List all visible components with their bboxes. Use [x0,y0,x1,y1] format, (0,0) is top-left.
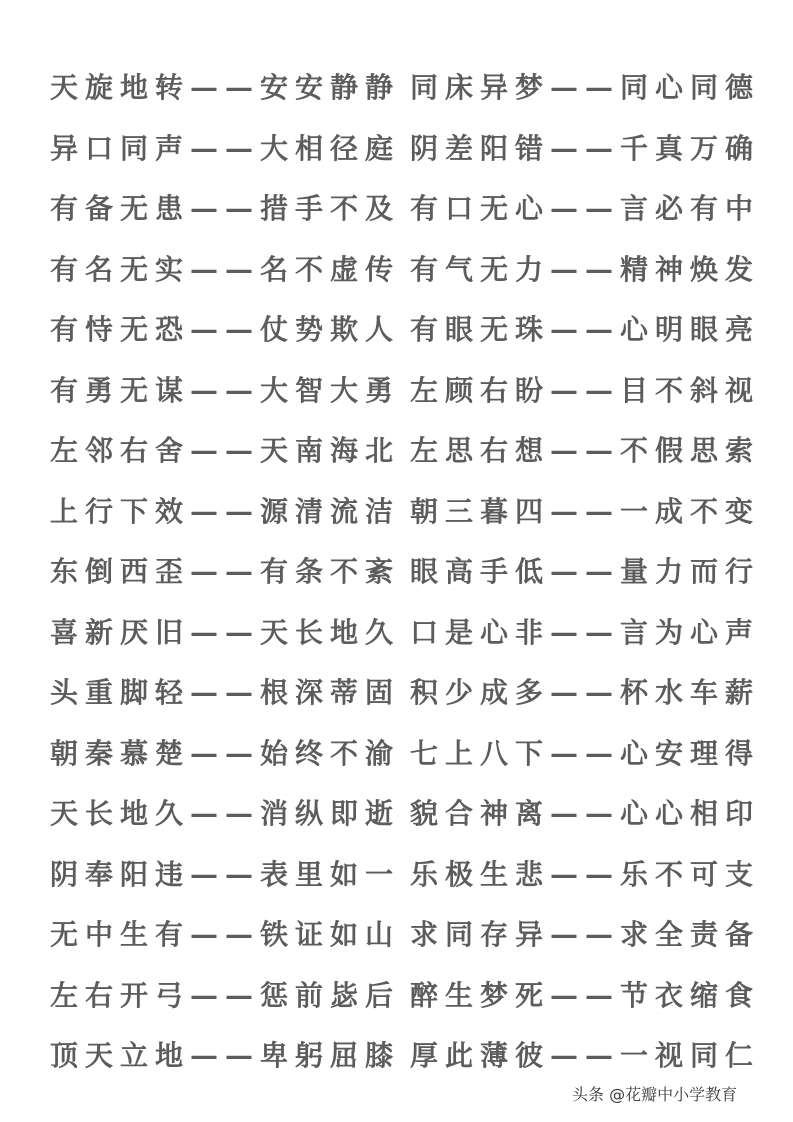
idiom-row [50,482,761,543]
idiom-pair-right: 阴差阳错——千真万确 [410,131,761,165]
idiom-pair-right: 口是心非——言为心声 [410,615,761,649]
idiom-row [50,240,761,301]
idiom-pair-left: 顶天立地——卑躬屈膝 [50,1039,401,1073]
idiom-antonym-list [50,58,761,1087]
idiom-row [50,542,761,603]
idiom-pair-right: 有口无心——言必有中 [410,192,761,226]
idiom-pair-left: 异口同声——大相径庭 [50,131,401,165]
idiom-pair-left: 有名无实——名不虚传 [50,252,401,286]
idiom-row [50,603,761,664]
idiom-pair-right: 左顾右盼——目不斜视 [410,373,761,407]
idiom-pair-left: 朝秦慕楚——始终不渝 [50,736,401,770]
idiom-pair-right: 七上八下——心安理得 [410,736,761,770]
idiom-row [50,300,761,361]
idiom-pair-left: 阴奉阳违——表里如一 [50,857,401,891]
idiom-pair-left: 有恃无恐——仗势欺人 [50,313,401,347]
idiom-pair-right: 同床异梦——同心同德 [410,71,761,105]
idiom-row [50,845,761,906]
idiom-pair-right: 厚此薄彼——一视同仁 [410,1039,761,1073]
idiom-row [50,1026,761,1087]
idiom-pair-right: 有眼无珠——心明眼亮 [410,313,761,347]
idiom-pair-right: 朝三暮四——一成不变 [410,494,761,528]
idiom-row [50,905,761,966]
idiom-pair-right: 醉生梦死——节衣缩食 [410,978,761,1012]
idiom-pair-left: 天长地久——消纵即逝 [50,797,401,831]
idiom-row [50,119,761,180]
idiom-row [50,421,761,482]
idiom-row [50,784,761,845]
watermark: 头条 @花瓣中小学教育 [572,1085,738,1104]
idiom-pair-left: 左右开弓——惩前毖后 [50,978,401,1012]
idiom-pair-right: 积少成多——杯水车薪 [410,676,761,710]
idiom-pair-right: 求同存异——求全责备 [410,918,761,952]
idiom-row [50,663,761,724]
idiom-row [50,361,761,422]
idiom-pair-left: 上行下效——源清流洁 [50,494,401,528]
idiom-row [50,724,761,785]
idiom-pair-right: 乐极生悲——乐不可支 [410,857,761,891]
idiom-pair-left: 有备无患——措手不及 [50,192,401,226]
idiom-pair-right: 有气无力——精神焕发 [410,252,761,286]
idiom-pair-left: 喜新厌旧——天长地久 [50,615,401,649]
idiom-row [50,179,761,240]
idiom-row [50,58,761,119]
idiom-pair-right: 貌合神离——心心相印 [410,797,761,831]
idiom-pair-left: 天旋地转——安安静静 [50,71,401,105]
idiom-pair-right: 眼高手低——量力而行 [410,555,761,589]
idiom-pair-right: 左思右想——不假思索 [410,434,761,468]
idiom-pair-left: 有勇无谋——大智大勇 [50,373,401,407]
idiom-pair-left: 东倒西歪——有条不紊 [50,555,401,589]
idiom-pair-left: 头重脚轻——根深蒂固 [50,676,401,710]
idiom-pair-left: 左邻右舍——天南海北 [50,434,401,468]
idiom-pair-left: 无中生有——铁证如山 [50,918,401,952]
idiom-row [50,966,761,1027]
